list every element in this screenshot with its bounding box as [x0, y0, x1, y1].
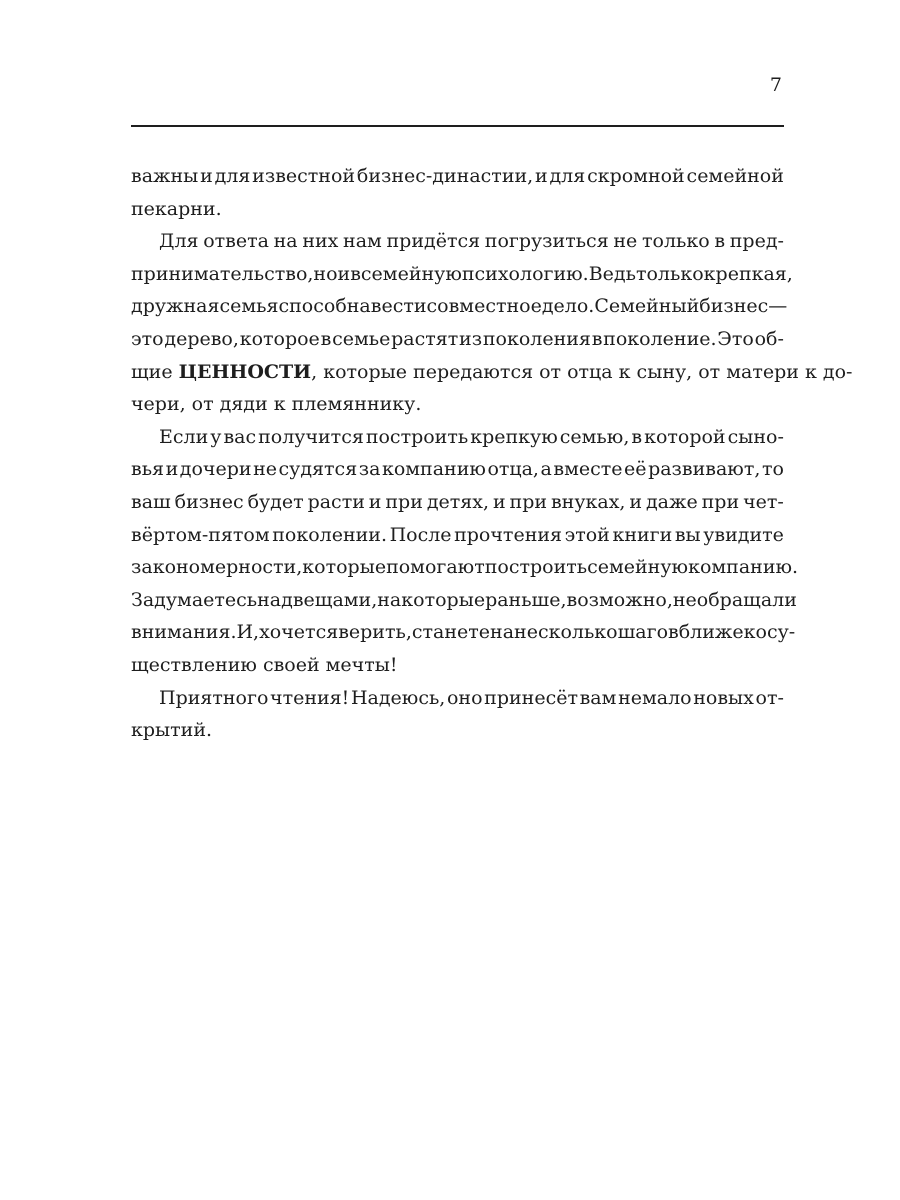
- word: пекарни.: [131, 197, 222, 220]
- word: сыно-: [727, 425, 784, 448]
- word: в: [714, 230, 726, 253]
- text-line: [131, 649, 784, 682]
- word: даже: [645, 490, 698, 513]
- word: при: [509, 490, 548, 513]
- word: детях,: [426, 490, 490, 513]
- word: дело.: [541, 295, 595, 318]
- word: построить: [365, 425, 469, 448]
- text-line: [131, 290, 788, 323]
- word: от: [191, 393, 214, 416]
- word: при: [701, 490, 740, 513]
- word: в: [350, 262, 361, 285]
- word: в: [631, 425, 643, 448]
- word: и: [492, 490, 506, 513]
- word: придётся: [386, 230, 481, 253]
- word: семейной: [686, 165, 784, 187]
- text-line: [131, 323, 784, 356]
- word: развивают,: [648, 458, 761, 481]
- word: После: [389, 523, 452, 546]
- text-line: [131, 225, 784, 258]
- word: вам: [579, 686, 617, 709]
- text-line: [131, 616, 796, 649]
- body-text: [131, 160, 853, 747]
- word: но: [313, 262, 338, 285]
- text-line: [131, 356, 853, 389]
- word: крытий.: [131, 719, 213, 742]
- word: погрузиться: [484, 230, 609, 253]
- word: оно: [446, 686, 483, 709]
- word: для: [214, 165, 251, 187]
- word: которые: [302, 556, 387, 579]
- word: известной: [252, 165, 356, 187]
- word: которые: [401, 588, 486, 611]
- word: судятся: [278, 458, 358, 481]
- text-line: [131, 453, 784, 486]
- page-number: 7: [769, 74, 782, 96]
- word: принесёт: [484, 686, 578, 709]
- word: и: [368, 490, 382, 513]
- word: пред-: [729, 230, 784, 253]
- word: нам: [343, 230, 382, 253]
- word: на: [490, 621, 515, 644]
- word: вести: [370, 295, 427, 318]
- word: только: [635, 262, 704, 285]
- word: крепкую: [470, 425, 558, 448]
- word: от-: [755, 686, 784, 709]
- word: на: [273, 230, 298, 253]
- word: увидите: [703, 523, 784, 546]
- word: компанию: [381, 458, 486, 481]
- word: несколько: [514, 621, 618, 644]
- header-rule: [131, 125, 784, 127]
- word: семейную: [360, 262, 462, 285]
- line-text-after-bold: , которые передаются от отца к сыну, от матери к до-: [311, 360, 853, 383]
- word: будет: [247, 490, 304, 513]
- word: Приятного: [159, 686, 269, 709]
- word: дяди: [219, 393, 268, 416]
- text-line: [131, 486, 784, 519]
- word: Задумаетесь: [131, 588, 258, 611]
- word: возможно,: [566, 588, 673, 611]
- word: бизнес: [174, 490, 244, 513]
- word: и: [535, 165, 548, 187]
- word: получится: [258, 425, 364, 448]
- word: мечты!: [325, 653, 398, 676]
- word: вещами,: [292, 588, 378, 611]
- word: и: [337, 262, 351, 285]
- word: чтения!: [270, 686, 350, 709]
- text-line: [131, 421, 784, 454]
- word: этой: [564, 523, 610, 546]
- word: ближе: [678, 621, 744, 644]
- word: ществлению: [131, 653, 257, 676]
- word: компанию.: [688, 556, 799, 579]
- word: чери,: [131, 393, 186, 416]
- word: то: [761, 458, 784, 481]
- text-line: [131, 551, 799, 584]
- word: важны: [131, 165, 199, 187]
- word: дружная: [131, 295, 220, 318]
- word: Ведь: [588, 262, 636, 285]
- word: ваш: [131, 490, 171, 513]
- word: и: [629, 490, 643, 513]
- word: вёртом-пятом: [131, 523, 270, 546]
- word: к: [273, 393, 286, 416]
- word: отца,: [487, 458, 539, 481]
- word: Для: [159, 230, 199, 253]
- word: книги: [612, 523, 673, 546]
- word: которое: [239, 327, 320, 350]
- word: вас: [223, 425, 257, 448]
- word: которой: [644, 425, 726, 448]
- word: вы: [674, 523, 701, 546]
- word: об-: [754, 327, 784, 350]
- word: не: [613, 230, 638, 253]
- text-line: [131, 714, 784, 747]
- word: —: [768, 295, 788, 318]
- word: поколении.: [272, 523, 387, 546]
- word: семейную: [587, 556, 689, 579]
- word: осу-: [755, 621, 796, 644]
- word: вместе: [553, 458, 623, 481]
- word: помогают: [386, 556, 485, 579]
- word: обращали: [696, 588, 797, 611]
- word: внуках,: [550, 490, 626, 513]
- word: поколения: [482, 327, 591, 350]
- text-line: [131, 258, 793, 291]
- word: а: [540, 458, 552, 481]
- word: закономерности,: [131, 556, 303, 579]
- word: при: [385, 490, 423, 513]
- word: способна: [278, 295, 371, 318]
- emphasized-word: ЦЕННОСТИ: [178, 360, 312, 383]
- text-line: [131, 193, 784, 226]
- word: семья: [219, 295, 279, 318]
- word: психологию.: [461, 262, 589, 285]
- word: И,: [236, 621, 260, 644]
- word: не: [672, 588, 697, 611]
- word: к: [743, 621, 756, 644]
- word: и: [200, 165, 213, 187]
- word: Надеюсь,: [350, 686, 446, 709]
- word: построить: [484, 556, 588, 579]
- word: для: [549, 165, 586, 187]
- word: в: [591, 327, 603, 350]
- word: немало: [618, 686, 692, 709]
- word: и: [165, 458, 179, 481]
- word: совместное: [426, 295, 542, 318]
- word: хочется: [259, 621, 339, 644]
- word: племяннику.: [291, 393, 422, 416]
- word: верить,: [338, 621, 412, 644]
- word: шагов: [617, 621, 679, 644]
- word: дочери: [179, 458, 252, 481]
- word: них: [302, 230, 339, 253]
- word: станете: [411, 621, 491, 644]
- word: над: [257, 588, 293, 611]
- word: бизнес-династии,: [356, 165, 534, 187]
- text-line: [131, 519, 784, 552]
- word: Семейный: [594, 295, 700, 318]
- text-line: [131, 388, 784, 421]
- word: бизнес: [699, 295, 769, 318]
- word: из: [459, 327, 483, 350]
- word: её: [624, 458, 647, 481]
- word: вья: [131, 458, 165, 481]
- word: Если: [159, 425, 209, 448]
- word: за: [358, 458, 381, 481]
- word: ответа: [203, 230, 269, 253]
- word: новых: [693, 686, 754, 709]
- word: скромной: [587, 165, 685, 187]
- word: у: [210, 425, 222, 448]
- word: внимания.: [131, 621, 237, 644]
- word: прочтения: [454, 523, 563, 546]
- word: своей: [262, 653, 320, 676]
- word: раньше,: [485, 588, 567, 611]
- line-text-before-bold: щие: [131, 360, 173, 383]
- word: дерево,: [164, 327, 239, 350]
- word: семье: [332, 327, 391, 350]
- text-line: [131, 682, 784, 715]
- word: принимательство,: [131, 262, 314, 285]
- text-line: [131, 584, 797, 617]
- word: это: [131, 327, 164, 350]
- word: растят: [391, 327, 459, 350]
- word: семью,: [559, 425, 630, 448]
- word: в: [320, 327, 332, 350]
- word: чет-: [743, 490, 784, 513]
- word: на: [377, 588, 402, 611]
- word: расти: [307, 490, 365, 513]
- word: Это: [717, 327, 754, 350]
- word: не: [253, 458, 277, 481]
- word: крепкая,: [703, 262, 793, 285]
- word: только: [642, 230, 710, 253]
- word: поколение.: [603, 327, 717, 350]
- text-line: [131, 160, 784, 193]
